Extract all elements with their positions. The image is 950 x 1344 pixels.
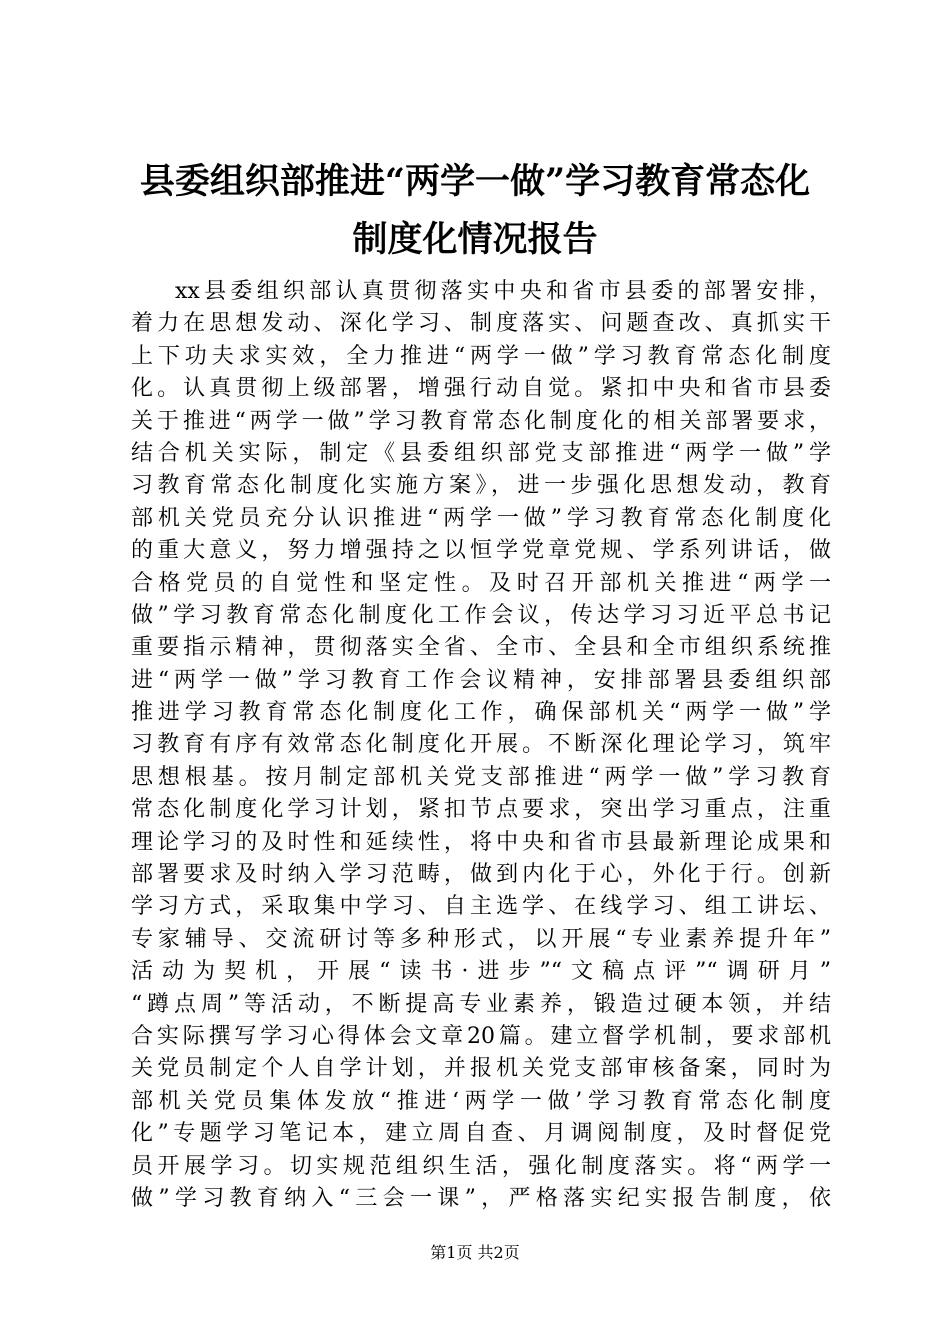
body-line: 理论学习的及时性和延续性，将中央和省市县最新理论成果和 (131, 829, 831, 855)
body-line: 化”专题学习笔记本，建立周自查、月调阅制度，及时督促党 (131, 1121, 831, 1147)
body-line: “蹲点周”等活动，不断提高专业素养，锻造过硬本领，并结 (131, 991, 831, 1017)
body-line: 的重大意义，努力增强持之以恒学党章党规、学系列讲话，做 (131, 538, 831, 564)
body-line: 化。认真贯彻上级部署，增强行动自觉。紧扣中央和省市县委 (131, 376, 831, 402)
body-line: 上下功夫求实效，全力推进“两学一做”学习教育常态化制度 (131, 343, 831, 369)
body-line: 进“两学一做”学习教育工作会议精神，安排部署县委组织部 (131, 667, 831, 693)
body-line: 着力在思想发动、深化学习、制度落实、问题查改、真抓实干 (131, 311, 831, 337)
body-line: 重要指示精神，贯彻落实全省、全市、全县和全市组织系统推 (131, 635, 831, 661)
document-title-line-2: 制度化情况报告 (352, 219, 598, 260)
body-line: 习教育常态化制度化实施方案》，进一步强化思想发动，教育 (131, 473, 831, 499)
body-line: 关于推进“两学一做”学习教育常态化制度化的相关部署要求， (131, 408, 831, 434)
body-line: 常态化制度化学习计划，紧扣节点要求，突出学习重点，注重 (131, 797, 831, 823)
body-line: 部署要求及时纳入学习范畴，做到内化于心，外化于行。创新 (131, 862, 831, 888)
body-line: 学习方式，采取集中学习、自主选学、在线学习、组工讲坛、 (131, 894, 831, 920)
body-line: 专家辅导、交流研讨等多种形式，以开展“专业素养提升年” (131, 926, 831, 952)
body-line: xx县委组织部认真贯彻落实中央和省市县委的部署安排， (175, 279, 831, 304)
body-line: 做”学习教育纳入“三会一课”，严格落实纪实报告制度，依 (131, 1185, 831, 1211)
body-line: 推进学习教育常态化制度化工作，确保部机关“两学一做”学 (131, 700, 831, 726)
document-title-line-1: 县委组织部推进“两学一做”学习教育常态化 (139, 161, 811, 202)
body-line: 关党员制定个人自学计划，并报机关党支部审核备案，同时为 (131, 1056, 831, 1082)
body-line: 做”学习教育常态化制度化工作会议，传达学习习近平总书记 (131, 602, 831, 628)
body-line: 合格党员的自觉性和坚定性。及时召开部机关推进“两学一 (131, 570, 831, 596)
body-line: 习教育有序有效常态化制度化开展。不断深化理论学习，筑牢 (131, 732, 831, 758)
body-line: 员开展学习。切实规范组织生活，强化制度落实。将“两学一 (131, 1153, 831, 1179)
body-line: 活动为契机，开展“读书·进步”“文稿点评”“调研月” (131, 959, 831, 985)
body-line: 思想根基。按月制定部机关党支部推进“两学一做”学习教育 (131, 764, 831, 790)
body-line: 部机关党员充分认识推进“两学一做”学习教育常态化制度化 (131, 505, 831, 531)
document-body (131, 276, 831, 1215)
page-footer: 第1页 共2页 (430, 1243, 520, 1262)
body-line: 结合机关实际，制定《县委组织部党支部推进“两学一做”学 (131, 440, 831, 466)
body-line: 部机关党员集体发放“推进‘两学一做’学习教育常态化制度 (131, 1088, 831, 1114)
body-line: 合实际撰写学习心得体会文章20篇。建立督学机制，要求部机 (131, 1023, 831, 1049)
